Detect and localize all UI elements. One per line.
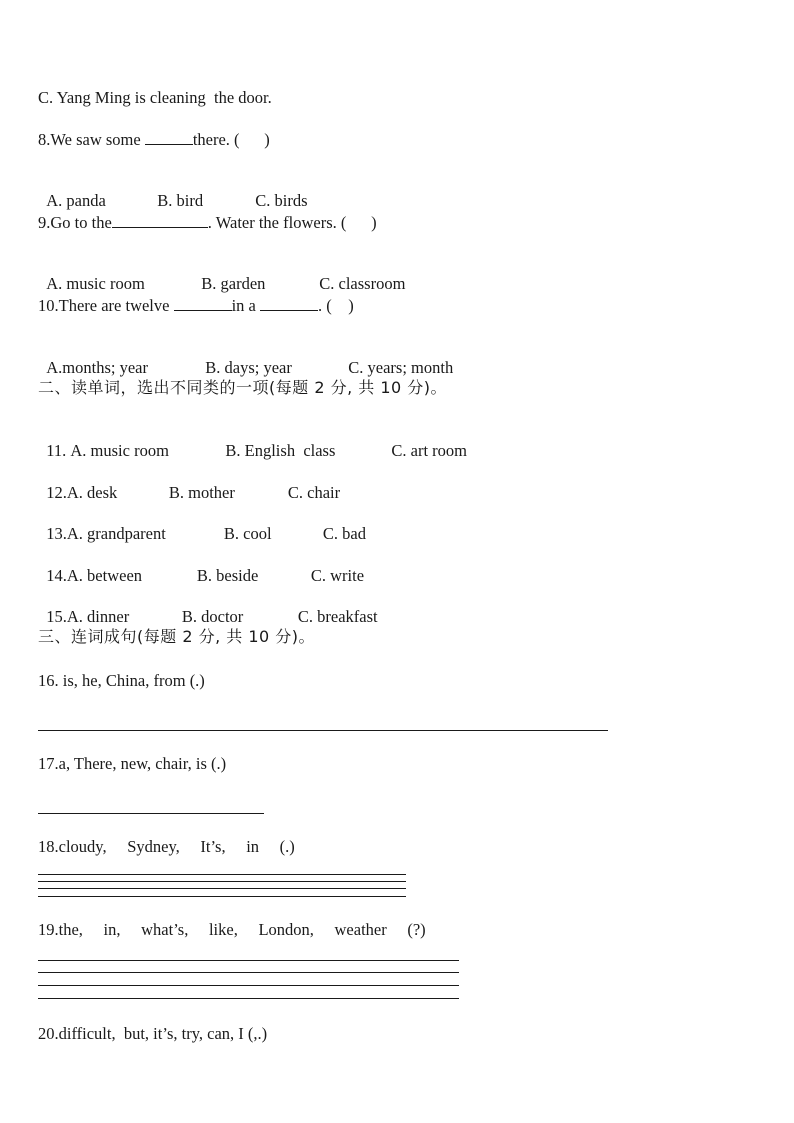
q10-option-a: A.months; year	[46, 358, 148, 377]
q9-option-b: B. garden	[201, 274, 266, 293]
q9-answer-blank[interactable]	[112, 213, 208, 228]
q8-options	[38, 171, 308, 211]
q9-options	[38, 254, 405, 294]
q9-stem-start: 9.Go to the	[38, 213, 112, 232]
q10-stem-start: 10.There are twelve	[38, 296, 174, 315]
q10-answer-blank-1[interactable]	[174, 296, 232, 311]
q8-option-a: A. panda	[46, 191, 106, 210]
q18-answer-line-2[interactable]	[38, 881, 406, 882]
q13-row	[38, 504, 366, 544]
q13-option-b: B. cool	[223, 524, 272, 543]
q14-number: 14.	[46, 566, 67, 585]
q14-row	[38, 546, 364, 586]
q12-number: 12.	[46, 483, 67, 502]
q15-row	[38, 587, 378, 627]
q16-answer-line[interactable]	[38, 730, 608, 731]
q16-prompt: 16. is, he, China, from (.)	[38, 671, 205, 690]
section-2-heading: 二、读单词，选出不同类的一项(每题 2 分, 共 10 分)。	[38, 378, 448, 397]
q15-option-b: B. doctor	[181, 607, 244, 626]
q11-number: 11.	[46, 441, 71, 460]
q10-stem	[38, 296, 354, 316]
q11-option-c: C. art room	[391, 441, 468, 460]
q19-answer-line-3[interactable]	[38, 985, 459, 986]
q14-option-c: C. write	[310, 566, 365, 585]
q13-option-a: A. grandparent	[66, 524, 166, 543]
q19-prompt: 19.the, in, what’s, like, London, weather (?)	[38, 920, 426, 939]
q12-option-a: A. desk	[66, 483, 118, 502]
q8-answer-blank[interactable]	[145, 130, 193, 145]
q12-option-c: C. chair	[287, 483, 341, 502]
q12-option-b: B. mother	[168, 483, 235, 502]
q14-option-a: A. between	[66, 566, 143, 585]
q9-stem	[38, 213, 377, 233]
q19-answer-line-4[interactable]	[38, 998, 459, 999]
q8-option-c: C. birds	[255, 191, 308, 210]
q8-stem	[38, 130, 270, 150]
q19-answer-line-1[interactable]	[38, 960, 459, 961]
q18-answer-line-4[interactable]	[38, 896, 406, 897]
q19-answer-line-2[interactable]	[38, 972, 459, 973]
q11-option-b: B. English class	[225, 441, 336, 460]
q8-stem-end: there. ( )	[192, 130, 270, 149]
q18-prompt: 18.cloudy, Sydney, It’s, in (.)	[38, 837, 295, 856]
q14-option-b: B. beside	[196, 566, 259, 585]
q17-answer-line[interactable]	[38, 813, 264, 814]
q9-option-c: C. classroom	[319, 274, 406, 293]
q8-option-b: B. bird	[157, 191, 204, 210]
q11-option-a: A. music room	[70, 441, 169, 460]
q17-prompt: 17.a, There, new, chair, is (.)	[38, 754, 227, 773]
q10-answer-blank-2[interactable]	[260, 296, 318, 311]
q9-stem-end: . Water the flowers. ( )	[207, 213, 377, 232]
q10-stem-end: . ( )	[318, 296, 354, 315]
q15-option-a: A. dinner	[66, 607, 130, 626]
q9-option-a: A. music room	[46, 274, 145, 293]
q11-row	[38, 421, 467, 461]
q10-option-b: B. days; year	[205, 358, 292, 377]
q13-option-c: C. bad	[322, 524, 366, 543]
q10-option-c: C. years; month	[348, 358, 454, 377]
q12-row	[38, 463, 340, 503]
section-3-heading: 三、连词成句(每题 2 分, 共 10 分)。	[38, 627, 316, 646]
q13-number: 13.	[46, 524, 67, 543]
q18-answer-line-1[interactable]	[38, 874, 406, 875]
q15-option-c: C. breakfast	[297, 607, 378, 626]
q8-stem-start: 8.We saw some	[38, 130, 145, 149]
q20-prompt: 20.difficult, but, it’s, try, can, I (,.)	[38, 1024, 268, 1043]
q15-number: 15.	[46, 607, 67, 626]
q7-option-c: C. Yang Ming is cleaning the door.	[38, 88, 272, 107]
q10-stem-mid: in a	[231, 296, 261, 315]
q10-options	[38, 338, 453, 378]
q18-answer-line-3[interactable]	[38, 888, 406, 889]
